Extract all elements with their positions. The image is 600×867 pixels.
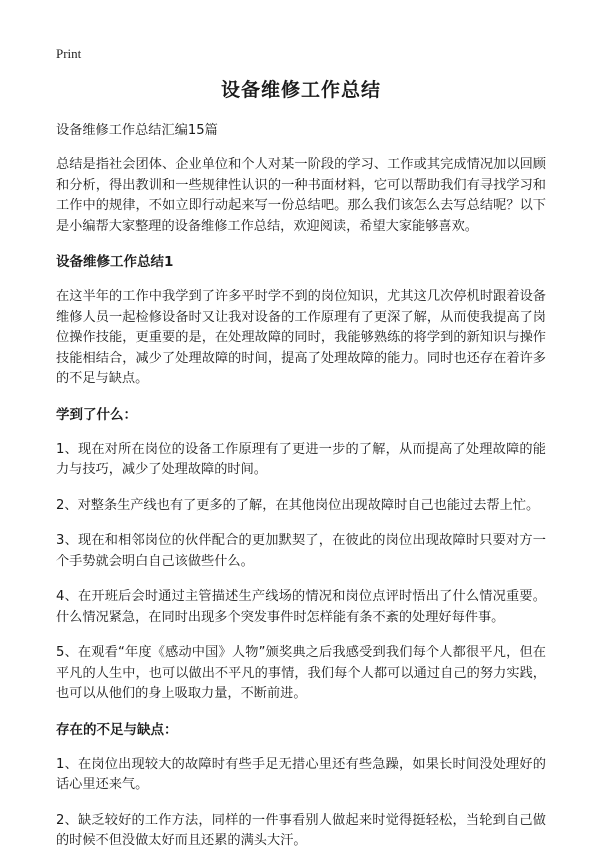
document-body <box>56 78 546 867</box>
shortcomings-heading: 存在的不足与缺点： <box>56 721 178 738</box>
learned-item: 4、在开班后会时通过主管描述生产线场的情况和岗位点评时悟出了什么情况重要。什么情况紧急，在同时出现多个突发事件时怎样能有条不紊的处理好每件事。 <box>56 589 546 625</box>
section-paragraph: 在这半年的工作中我学到了许多平时学不到的岗位知识，尤其这几次停机时跟着设备维修人员一起检修设备时又让我对设备的工作原理有了更深了解，从而使我提高了岗位操作技能，更重要的是，在处理故障的同时，我能够熟练的将学到的新知识与操作技能相结合，减少了处理故障的时间，提高了处理故障的能力。同时也还存在着许多的不足与缺点。 <box>56 289 546 386</box>
learned-item: 1、现在对所在岗位的设备工作原理有了更进一步的了解，从而提高了处理故障的能力与技巧，减少了处理故障的时间。 <box>56 441 546 477</box>
page-title: 设备维修工作总结 <box>220 79 381 101</box>
print-link[interactable]: Print <box>56 46 82 61</box>
document-subtitle: 设备维修工作总结汇编15篇 <box>56 123 218 138</box>
learned-item: 5、在观看“年度《感动中国》人物”颁奖典之后我感受到我们每个人都很平凡，但在平凡的人生中，也可以做出不平凡的事情，我们每个人都可以通过自己的努力实践，也可以从他们的身上吸取力量，不断前进。 <box>56 645 546 701</box>
section-heading: 设备维修工作总结1 <box>56 254 174 270</box>
learned-item: 3、现在和相邻岗位的伙伴配合的更加默契了，在彼此的岗位出现故障时只要对方一个手势就会明白自己该做些什么。 <box>56 533 546 569</box>
shortcoming-item: 2、缺乏较好的工作方法，同样的一件事看别人做起来时觉得挺轻松，当轮到自己做的时候不但没做太好而且还累的满头大汗。 <box>56 812 546 848</box>
learned-heading: 学到了什么： <box>56 406 137 423</box>
shortcoming-item: 1、在岗位出现较大的故障时有些手足无措心里还有些急躁，如果长时间没处理好的话心里还来气。 <box>56 756 546 792</box>
intro-paragraph: 总结是指社会团体、企业单位和个人对某一阶段的学习、工作或其完成情况加以回顾和分析，得出教训和一些规律性认识的一种书面材料，它可以帮助我们有寻找学习和工作中的规律，不如立即行动起来写一份总结吧。那么我们该怎么去写总结呢？以下是小编帮大家整理的设备维修工作总结，欢迎阅读，希望大家能够喜欢。 <box>56 157 546 234</box>
learned-item: 2、对整条生产线也有了更多的了解，在其他岗位出现故障时自己也能过去帮上忙。 <box>56 497 540 513</box>
